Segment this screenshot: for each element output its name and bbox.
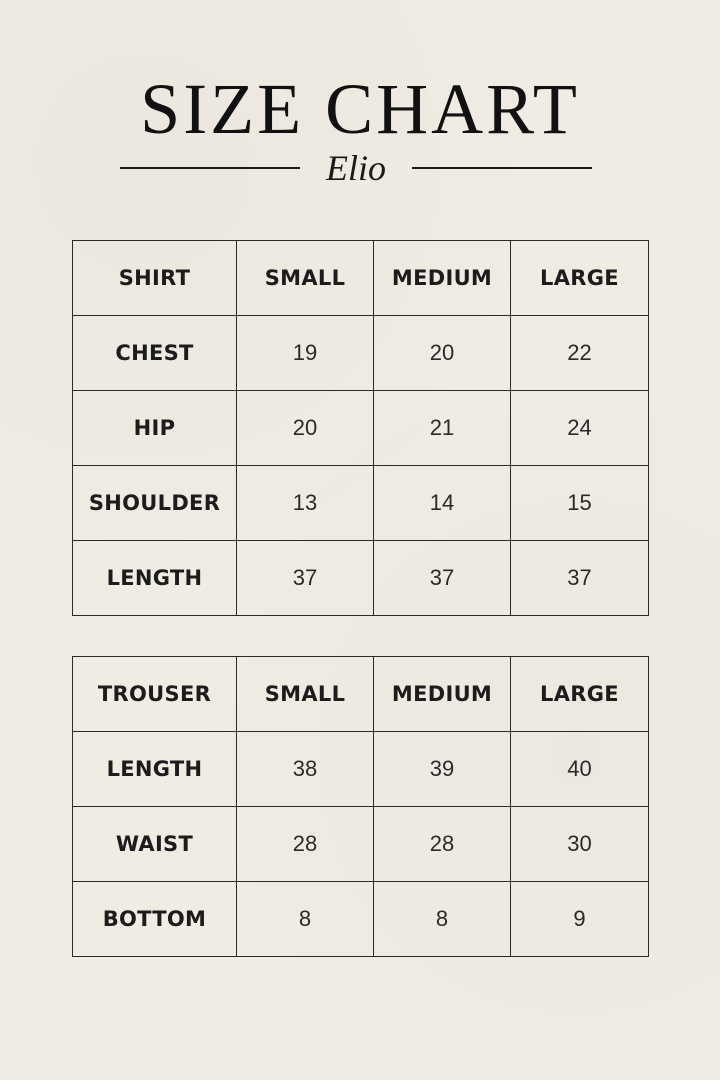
trouser-size-table [72, 656, 649, 957]
table-row [73, 466, 649, 541]
row-label: WAIST [73, 807, 237, 882]
table-cell: 40 [511, 732, 649, 807]
table-cell: 22 [511, 316, 649, 391]
table-cell: 15 [511, 466, 649, 541]
table-cell: 30 [511, 807, 649, 882]
row-label: BOTTOM [73, 882, 237, 957]
table-cell: 19 [237, 316, 374, 391]
column-header-category: TROUSER [73, 657, 237, 732]
row-label: LENGTH [73, 541, 237, 616]
table-cell: 20 [237, 391, 374, 466]
column-header-large: LARGE [511, 241, 649, 316]
row-label: HIP [73, 391, 237, 466]
table-cell: 37 [511, 541, 649, 616]
table-cell: 8 [374, 882, 511, 957]
table-cell: 13 [237, 466, 374, 541]
table-cell: 21 [374, 391, 511, 466]
row-label: LENGTH [73, 732, 237, 807]
column-header-large: LARGE [511, 657, 649, 732]
right-divider [412, 167, 592, 169]
table-cell: 14 [374, 466, 511, 541]
row-label: SHOULDER [73, 466, 237, 541]
subtitle-row [120, 146, 592, 190]
shirt-size-table [72, 240, 649, 616]
table-header-row [73, 241, 649, 316]
table-cell: 9 [511, 882, 649, 957]
table-row [73, 541, 649, 616]
column-header-category: SHIRT [73, 241, 237, 316]
row-label: CHEST [73, 316, 237, 391]
table-cell: 8 [237, 882, 374, 957]
table-row [73, 882, 649, 957]
table-cell: 28 [374, 807, 511, 882]
table-cell: 37 [374, 541, 511, 616]
table-cell: 37 [237, 541, 374, 616]
table-cell: 28 [237, 807, 374, 882]
table-row [73, 316, 649, 391]
table-row [73, 732, 649, 807]
table-cell: 39 [374, 732, 511, 807]
left-divider [120, 167, 300, 169]
table-cell: 24 [511, 391, 649, 466]
column-header-small: SMALL [237, 657, 374, 732]
column-header-medium: MEDIUM [374, 241, 511, 316]
column-header-small: SMALL [237, 241, 374, 316]
brand-subtitle: Elio [326, 148, 386, 188]
table-row [73, 391, 649, 466]
table-header-row [73, 657, 649, 732]
page-title: SIZE CHART [140, 69, 580, 149]
table-cell: 20 [374, 316, 511, 391]
column-header-medium: MEDIUM [374, 657, 511, 732]
table-cell: 38 [237, 732, 374, 807]
table-row [73, 807, 649, 882]
